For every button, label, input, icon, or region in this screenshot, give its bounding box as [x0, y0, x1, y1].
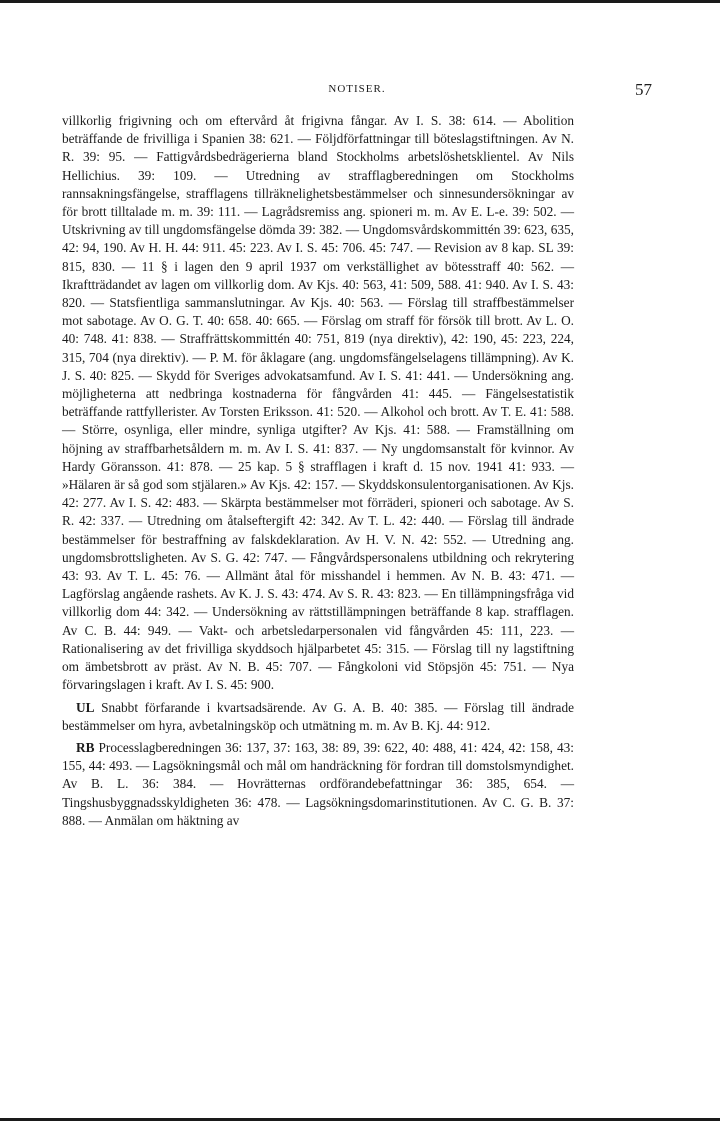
section-abbr-ul: UL: [76, 699, 95, 715]
paragraph-strafflag-notices: villkorlig frigivning och om eftervård åt frigivna fångar. Av I. S. 38: 614. — Abolition beträffande de frivilliga i Spanien 38: 621. — Följdförfattningar till böteslagstiftningen. Av N. R. 39: 95. — Fattigvårdsbedrägerierna bland Stockholms arbetslöshetsklientel. Av Nils Hellichius. 39: 109. — Utredning av strafflagberedningen om Stockholms rannsakningsfängelse, strafflagens tillräknelighetsbestämmelser och sinnesundersökningar av för brott tilltalade m. m. 39: 111. — Lagrådsremiss ang. spioneri m. m. Av E. L-e. 39: 502. — Utskrivning av till ungdomsfängelse dömda 39: 382. — Ungdomsvårdskommittén 39: 623, 635, 42: 94, 190. Av H. H. 44: 911. 45: 223. Av I. S. 45: 706. 45: 747. — Revision av 8 kap. SL 39: 815, 830. — 11 § i lagen den 9 april 1937 om verkställighet av bötesstraff 40: 562. — Ikraftträdandet av lagen om villkorlig dom. Av Kjs. 40: 563, 41: 509, 588. 41: 940. Av I. S. 43: 820. — Statsfientliga sammanslutningar. Av Kjs. 40: 563. — Förslag till straffbestämmelser mot sabotage. Av O. G. T. 40: 658. 40: 665. — Förslag om straff för försök till brott. Av L. O. 40: 748. 41: 838. — Straffrättskommittén 40: 751, 819 (nya direktiv), 42: 190, 45: 223, 224, 315, 704 (nya direktiv). — P. M. för åklagare (ang. ungdomsfängelselagens tillämpning). Av K. J. S. 40: 825. — Skydd för Sveriges advokatsamfund. Av I. S. 41: 441. — Undersökning ang. möjligheterna att nedbringa kostnaderna för fångvården 41: 445. — Fängelsestatistik beträffande rattfyllerister. Av Torsten Eriksson. 41: 520. — Alkohol och brott. Av T. E. 41: 588. — Större, osynliga, eller mindre, synliga utgifter? Av Kjs. 41: 588. — Framställning om höjning av straffbarhetsåldern m. m. Av I. S. 41: 837. — Ny ungdomsanstalt för kvinnor. Av Hardy Göransson. 41: 878. — 25 kap. 5 § strafflagen i kraft d. 15 nov. 1941 41: 933. — »Hälaren är så god som stjälaren.» Av Kjs. 42: 157. — Skyddskonsulentorganisationen. Av Kjs. 42: 277. Av I. S. 42: 483. — Skärpta bestämmelser mot förräderi, spioneri och sabotage. Av S. R. 42: 337. — Utredning om åtalseftergift 42: 342. Av T. L. 42: 440. — Förslag till ändrade bestämmelser för bestraffning av falskdeklaration. Av H. V. N. 42: 552. — Utredning ang. ungdomsbrottsligheten. Av S. G. 42: 747. — Fångvårdspersonalens utbildning och rekrytering 43: 93. Av T. L. 45: 76. — Allmänt åtal för misshandel i hemmen. Av N. B. 43: 471. — Lagförslag angående rashets. Av K. J. S. 43: 474. Av S. R. 43: 823. — En tillämpningsfråga vid villkorlig dom 44: 342. — Undersökning av rättstillämpningen beträffande 8 kap. strafflagen. Av C. B. 44: 949. — Vakt- och arbetsledarpersonalen vid fångvården 45: 111, 223. — Rationalisering av det frivilliga skyddsoch hjälparbetet 45: 315. — Förslag till ny lagstiftning om ämbetsbrott av präst. Av N. B. 45: 707. — Fångkoloni vid Stöpsjön 45: 751. — Nya förvaringslagen i kraft. Av I. S. 45: 900.: [62, 113, 574, 693]
section-text-ul: Snabbt förfarande i kvartsadsärende. Av G. A. B. 40: 385. — Förslag till ändrade bestämmelser om hyra, avbetalningsköp och utmätning m. m. Av B. Kj. 44: 912.: [62, 699, 574, 733]
running-head: NOTISER.: [328, 83, 386, 95]
paragraph-ul: [62, 699, 574, 735]
body-text: [62, 112, 574, 830]
page-header: [62, 80, 652, 104]
section-text-rb: Processlagberedningen 36: 137, 37: 163, 38: 89, 39: 622, 40: 488, 41: 424, 42: 158, 43: 155, 44: 493. — Lagsökningsmål och mål om handräckning för fordran till domstolsmyndighet. Av B. L. 36: 384. — Hovrätternas ordförandebefattningar 36: 385, 654. — Tingshusbyggnadsskyldigheten 36: 478. — Lagsökningsdomarinstitutionen. Av C. G. B. 37: 888. — Anmälan om häktning av: [62, 739, 574, 828]
paragraph-rb: [62, 739, 574, 830]
page-number: 57: [635, 80, 652, 99]
top-border-line: [0, 0, 720, 3]
section-abbr-rb: RB: [76, 739, 95, 755]
